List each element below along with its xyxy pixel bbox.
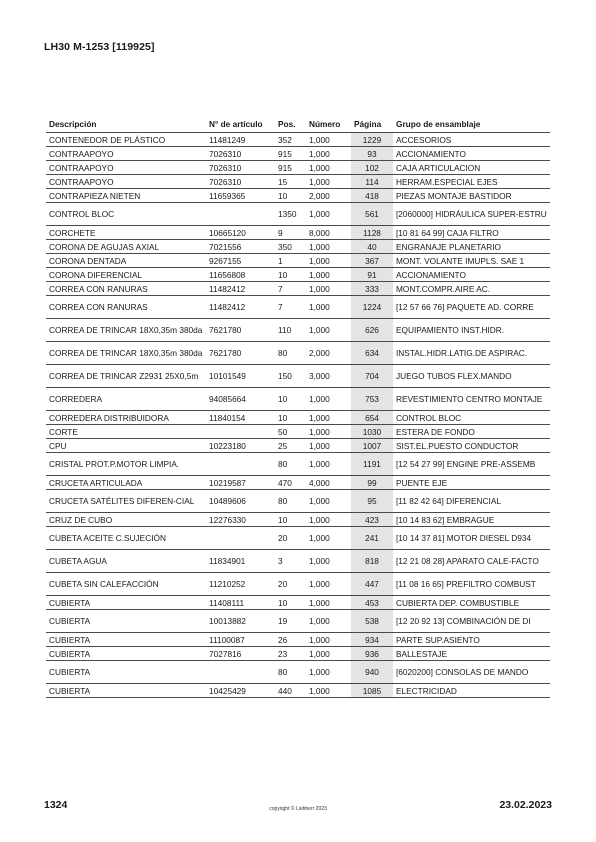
cell-numero: 1,000: [306, 268, 351, 282]
cell-pagina: 423: [351, 513, 393, 527]
cell-pos: 3: [275, 550, 306, 573]
cell-pos: 10: [275, 268, 306, 282]
cell-pagina: 704: [351, 365, 393, 388]
cell-articulo: 11481249: [206, 133, 275, 147]
cell-pos: 80: [275, 453, 306, 476]
column-header-grupo: Grupo de ensamblaje: [396, 119, 481, 129]
cell-numero: 1,000: [306, 661, 351, 684]
cell-numero: 1,000: [306, 203, 351, 226]
cell-pos: 9: [275, 226, 306, 240]
cell-grupo: EQUIPAMIENTO INST.HIDR.: [393, 319, 550, 342]
cell-pagina: 1128: [351, 226, 393, 240]
cell-pagina: 95: [351, 490, 393, 513]
cell-numero: 1,000: [306, 647, 351, 661]
cell-pagina: 91: [351, 268, 393, 282]
table-row: [46, 610, 550, 633]
cell-numero: 1,000: [306, 254, 351, 268]
table-row: [46, 282, 550, 296]
cell-pagina: 654: [351, 411, 393, 425]
cell-grupo: ACCESORIOS: [393, 133, 550, 147]
cell-pagina: 1224: [351, 296, 393, 319]
cell-grupo: ENGRANAJE PLANETARIO: [393, 240, 550, 254]
cell-articulo: [206, 203, 275, 226]
cell-descripcion: CPU: [46, 439, 206, 453]
cell-pagina: 940: [351, 661, 393, 684]
cell-articulo: 7021556: [206, 240, 275, 254]
cell-pos: 915: [275, 147, 306, 161]
cell-descripcion: CUBETA ACEITE C.SUJECIÓN: [46, 527, 206, 550]
table-row: [46, 226, 550, 240]
cell-articulo: 10219587: [206, 476, 275, 490]
cell-grupo: ESTERA DE FONDO: [393, 425, 550, 439]
cell-articulo: 10101549: [206, 365, 275, 388]
cell-pagina: 1007: [351, 439, 393, 453]
cell-pos: 25: [275, 439, 306, 453]
cell-numero: 2,000: [306, 342, 351, 365]
table-row: [46, 490, 550, 513]
table-row: [46, 439, 550, 453]
table-header-row: [46, 117, 550, 133]
cell-numero: 1,000: [306, 610, 351, 633]
column-header-descripcion: Descripción: [49, 119, 97, 129]
cell-descripcion: CUBIERTA: [46, 596, 206, 610]
cell-numero: 1,000: [306, 596, 351, 610]
cell-articulo: 7621780: [206, 342, 275, 365]
table-row: [46, 411, 550, 425]
cell-pos: 80: [275, 490, 306, 513]
cell-pos: 23: [275, 647, 306, 661]
cell-numero: 1,000: [306, 453, 351, 476]
cell-pos: 10: [275, 411, 306, 425]
cell-numero: 1,000: [306, 633, 351, 647]
cell-descripcion: CORREA DE TRINCAR Z2931 25X0,5m: [46, 365, 206, 388]
cell-grupo: ACCIONAMIENTO: [393, 147, 550, 161]
cell-numero: 1,000: [306, 240, 351, 254]
cell-pos: 10: [275, 189, 306, 203]
cell-descripcion: CUBIERTA: [46, 684, 206, 698]
cell-articulo: 10425429: [206, 684, 275, 698]
cell-descripcion: CORONA DENTADA: [46, 254, 206, 268]
cell-numero: 1,000: [306, 388, 351, 411]
cell-grupo: JUEGO TUBOS FLEX.MANDO: [393, 365, 550, 388]
table-row: [46, 661, 550, 684]
cell-grupo: HERRAM.ESPECIAL EJES: [393, 175, 550, 189]
cell-pagina: 626: [351, 319, 393, 342]
cell-pos: 440: [275, 684, 306, 698]
cell-pagina: 40: [351, 240, 393, 254]
table-row: [46, 161, 550, 175]
cell-articulo: 7621780: [206, 319, 275, 342]
cell-pos: 80: [275, 342, 306, 365]
table-row: [46, 203, 550, 226]
cell-pagina: 934: [351, 633, 393, 647]
cell-descripcion: CRUZ DE CUBO: [46, 513, 206, 527]
cell-descripcion: CONTRAAPOYO: [46, 161, 206, 175]
table-row: [46, 550, 550, 573]
cell-articulo: 10665120: [206, 226, 275, 240]
table-row: [46, 573, 550, 596]
cell-pagina: 93: [351, 147, 393, 161]
cell-articulo: 9267155: [206, 254, 275, 268]
table-row: [46, 527, 550, 550]
cell-articulo: 10489606: [206, 490, 275, 513]
cell-articulo: 11834901: [206, 550, 275, 573]
cell-pagina: 418: [351, 189, 393, 203]
cell-pos: 1350: [275, 203, 306, 226]
cell-articulo: 10013882: [206, 610, 275, 633]
cell-numero: 1,000: [306, 425, 351, 439]
cell-numero: 1,000: [306, 527, 351, 550]
cell-pos: 1: [275, 254, 306, 268]
cell-pos: 80: [275, 661, 306, 684]
table-row: [46, 342, 550, 365]
cell-pos: 10: [275, 596, 306, 610]
page-number: 1324: [44, 799, 68, 811]
cell-pos: 19: [275, 610, 306, 633]
cell-grupo: REVESTIMIENTO CENTRO MONTAJE: [393, 388, 550, 411]
cell-articulo: [206, 527, 275, 550]
parts-table: [46, 117, 550, 698]
cell-grupo: [11 08 16 65] PREFILTRO COMBUST: [393, 573, 550, 596]
cell-articulo: 7027816: [206, 647, 275, 661]
document-title: LH30 M-1253 [119925]: [44, 41, 155, 53]
cell-numero: 1,000: [306, 490, 351, 513]
cell-descripcion: CONTROL BLOC: [46, 203, 206, 226]
cell-descripcion: CORCHETE: [46, 226, 206, 240]
table-row: [46, 425, 550, 439]
cell-grupo: [11 82 42 64] DIFERENCIAL: [393, 490, 550, 513]
cell-descripcion: CUBIERTA: [46, 633, 206, 647]
cell-grupo: MONT. VOLANTE IMUPLS. SAE 1: [393, 254, 550, 268]
cell-descripcion: CRUCETA ARTICULADA: [46, 476, 206, 490]
cell-articulo: 11840154: [206, 411, 275, 425]
cell-numero: 1,000: [306, 161, 351, 175]
cell-pos: 7: [275, 296, 306, 319]
cell-pos: 10: [275, 513, 306, 527]
table-row: [46, 647, 550, 661]
cell-pos: 50: [275, 425, 306, 439]
cell-descripcion: CRISTAL PROT.P.MOTOR LIMPIA.: [46, 453, 206, 476]
cell-numero: 1,000: [306, 513, 351, 527]
cell-pagina: 241: [351, 527, 393, 550]
cell-grupo: PIEZAS MONTAJE BASTIDOR: [393, 189, 550, 203]
column-header-pagina: Página: [354, 119, 382, 129]
cell-descripcion: CONTRAAPOYO: [46, 147, 206, 161]
cell-articulo: 10223180: [206, 439, 275, 453]
table-row: [46, 633, 550, 647]
cell-grupo: CAJA ARTICULACION: [393, 161, 550, 175]
cell-descripcion: CONTRAAPOYO: [46, 175, 206, 189]
cell-numero: 1,000: [306, 175, 351, 189]
cell-pos: 915: [275, 161, 306, 175]
cell-articulo: 11210252: [206, 573, 275, 596]
cell-numero: 4,000: [306, 476, 351, 490]
cell-pagina: 634: [351, 342, 393, 365]
cell-grupo: CONTROL BLOC: [393, 411, 550, 425]
column-header-pos: Pos.: [278, 119, 296, 129]
cell-articulo: 7026310: [206, 161, 275, 175]
cell-grupo: ELECTRICIDAD: [393, 684, 550, 698]
cell-numero: 8,000: [306, 226, 351, 240]
cell-grupo: INSTAL.HIDR.LATIG.DE ASPIRAC.: [393, 342, 550, 365]
cell-articulo: 94085664: [206, 388, 275, 411]
cell-pagina: 367: [351, 254, 393, 268]
cell-grupo: CUBIERTA DEP. COMBUSTIBLE: [393, 596, 550, 610]
cell-numero: 1,000: [306, 319, 351, 342]
cell-pagina: 753: [351, 388, 393, 411]
cell-descripcion: CUBIERTA: [46, 661, 206, 684]
cell-descripcion: CUBIERTA: [46, 647, 206, 661]
cell-articulo: 11408111: [206, 596, 275, 610]
cell-pagina: 447: [351, 573, 393, 596]
document-date: 23.02.2023: [499, 799, 552, 811]
cell-pos: 150: [275, 365, 306, 388]
cell-articulo: [206, 661, 275, 684]
cell-grupo: [10 14 83 62] EMBRAGUE: [393, 513, 550, 527]
cell-numero: 2,000: [306, 189, 351, 203]
column-header-numero: Número: [309, 119, 341, 129]
cell-pos: 15: [275, 175, 306, 189]
cell-grupo: [12 57 66 76] PAQUETE AD. CORRE: [393, 296, 550, 319]
cell-pagina: 333: [351, 282, 393, 296]
cell-pagina: 114: [351, 175, 393, 189]
copyright-notice: copyright © Liebherr 2023: [269, 806, 327, 812]
cell-descripcion: CRUCETA SATÉLITES DIFEREN-CIAL: [46, 490, 206, 513]
cell-pagina: 453: [351, 596, 393, 610]
table-body: [46, 133, 550, 698]
table-row: [46, 147, 550, 161]
cell-descripcion: CORREA CON RANURAS: [46, 282, 206, 296]
cell-numero: 3,000: [306, 365, 351, 388]
table-row: [46, 133, 550, 147]
cell-articulo: 7026310: [206, 175, 275, 189]
cell-pos: 470: [275, 476, 306, 490]
table-row: [46, 240, 550, 254]
table-row: [46, 175, 550, 189]
cell-articulo: 11659365: [206, 189, 275, 203]
cell-numero: 1,000: [306, 411, 351, 425]
table-row: [46, 388, 550, 411]
cell-pos: 110: [275, 319, 306, 342]
cell-pagina: 818: [351, 550, 393, 573]
cell-grupo: [2060000] HIDRÁULICA SUPER-ESTRU: [393, 203, 550, 226]
cell-pagina: 1085: [351, 684, 393, 698]
cell-numero: 1,000: [306, 550, 351, 573]
cell-pos: 352: [275, 133, 306, 147]
cell-articulo: 11482412: [206, 296, 275, 319]
cell-grupo: [12 20 92 13] COMBINACIÓN DE DI: [393, 610, 550, 633]
cell-descripcion: CUBIERTA: [46, 610, 206, 633]
table-row: [46, 365, 550, 388]
cell-pagina: 561: [351, 203, 393, 226]
cell-grupo: PUENTE EJE: [393, 476, 550, 490]
cell-pagina: 99: [351, 476, 393, 490]
column-header-articulo: N° de artículo: [209, 119, 263, 129]
cell-descripcion: CORREDERA DISTRIBUIDORA: [46, 411, 206, 425]
table-row: [46, 453, 550, 476]
cell-numero: 1,000: [306, 296, 351, 319]
cell-articulo: 7026310: [206, 147, 275, 161]
cell-grupo: [12 21 08 28] APARATO CALE-FACTO: [393, 550, 550, 573]
table-row: [46, 319, 550, 342]
cell-grupo: [10 81 64 99] CAJA FILTRO: [393, 226, 550, 240]
cell-grupo: SIST.EL.PUESTO CONDUCTOR: [393, 439, 550, 453]
cell-articulo: [206, 453, 275, 476]
table-row: [46, 513, 550, 527]
cell-descripcion: CORONA DIFERENCIAL: [46, 268, 206, 282]
cell-descripcion: CONTRAPIEZA NIETEN: [46, 189, 206, 203]
cell-grupo: MONT.COMPR.AIRE AC.: [393, 282, 550, 296]
cell-pos: 7: [275, 282, 306, 296]
table-row: [46, 296, 550, 319]
cell-pagina: 102: [351, 161, 393, 175]
cell-numero: 1,000: [306, 439, 351, 453]
cell-pos: 20: [275, 573, 306, 596]
cell-descripcion: CORREA DE TRINCAR 18X0,35m 380da: [46, 342, 206, 365]
cell-articulo: 11482412: [206, 282, 275, 296]
cell-grupo: PARTE SUP.ASIENTO: [393, 633, 550, 647]
cell-grupo: ACCIONAMIENTO: [393, 268, 550, 282]
table-row: [46, 684, 550, 698]
cell-pagina: 538: [351, 610, 393, 633]
table-row: [46, 254, 550, 268]
cell-articulo: 11656808: [206, 268, 275, 282]
cell-articulo: 11100087: [206, 633, 275, 647]
cell-pagina: 1191: [351, 453, 393, 476]
cell-grupo: BALLESTAJE: [393, 647, 550, 661]
cell-grupo: [6020200] CONSOLAS DE MANDO: [393, 661, 550, 684]
cell-descripcion: CORONA DE AGUJAS AXIAL: [46, 240, 206, 254]
table-row: [46, 596, 550, 610]
cell-pagina: 1229: [351, 133, 393, 147]
cell-pos: 350: [275, 240, 306, 254]
cell-grupo: [10 14 37 81] MOTOR DIESEL D934: [393, 527, 550, 550]
cell-numero: 1,000: [306, 573, 351, 596]
cell-pagina: 936: [351, 647, 393, 661]
cell-descripcion: CORTE: [46, 425, 206, 439]
cell-articulo: [206, 425, 275, 439]
table-row: [46, 268, 550, 282]
cell-numero: 1,000: [306, 133, 351, 147]
table-row: [46, 189, 550, 203]
cell-pos: 20: [275, 527, 306, 550]
cell-descripcion: CORREA CON RANURAS: [46, 296, 206, 319]
cell-pos: 10: [275, 388, 306, 411]
cell-descripcion: CONTENEDOR DE PLÁSTICO: [46, 133, 206, 147]
cell-pagina: 1030: [351, 425, 393, 439]
cell-grupo: [12 54 27 99] ENGINE PRE-ASSEMB: [393, 453, 550, 476]
cell-descripcion: CUBETA SIN CALEFACCIÓN: [46, 573, 206, 596]
cell-descripcion: CORREDERA: [46, 388, 206, 411]
cell-descripcion: CUBETA AGUA: [46, 550, 206, 573]
cell-descripcion: CORREA DE TRINCAR 18X0,35m 380da: [46, 319, 206, 342]
cell-numero: 1,000: [306, 684, 351, 698]
cell-pos: 26: [275, 633, 306, 647]
cell-numero: 1,000: [306, 147, 351, 161]
table-row: [46, 476, 550, 490]
cell-numero: 1,000: [306, 282, 351, 296]
cell-articulo: 12276330: [206, 513, 275, 527]
